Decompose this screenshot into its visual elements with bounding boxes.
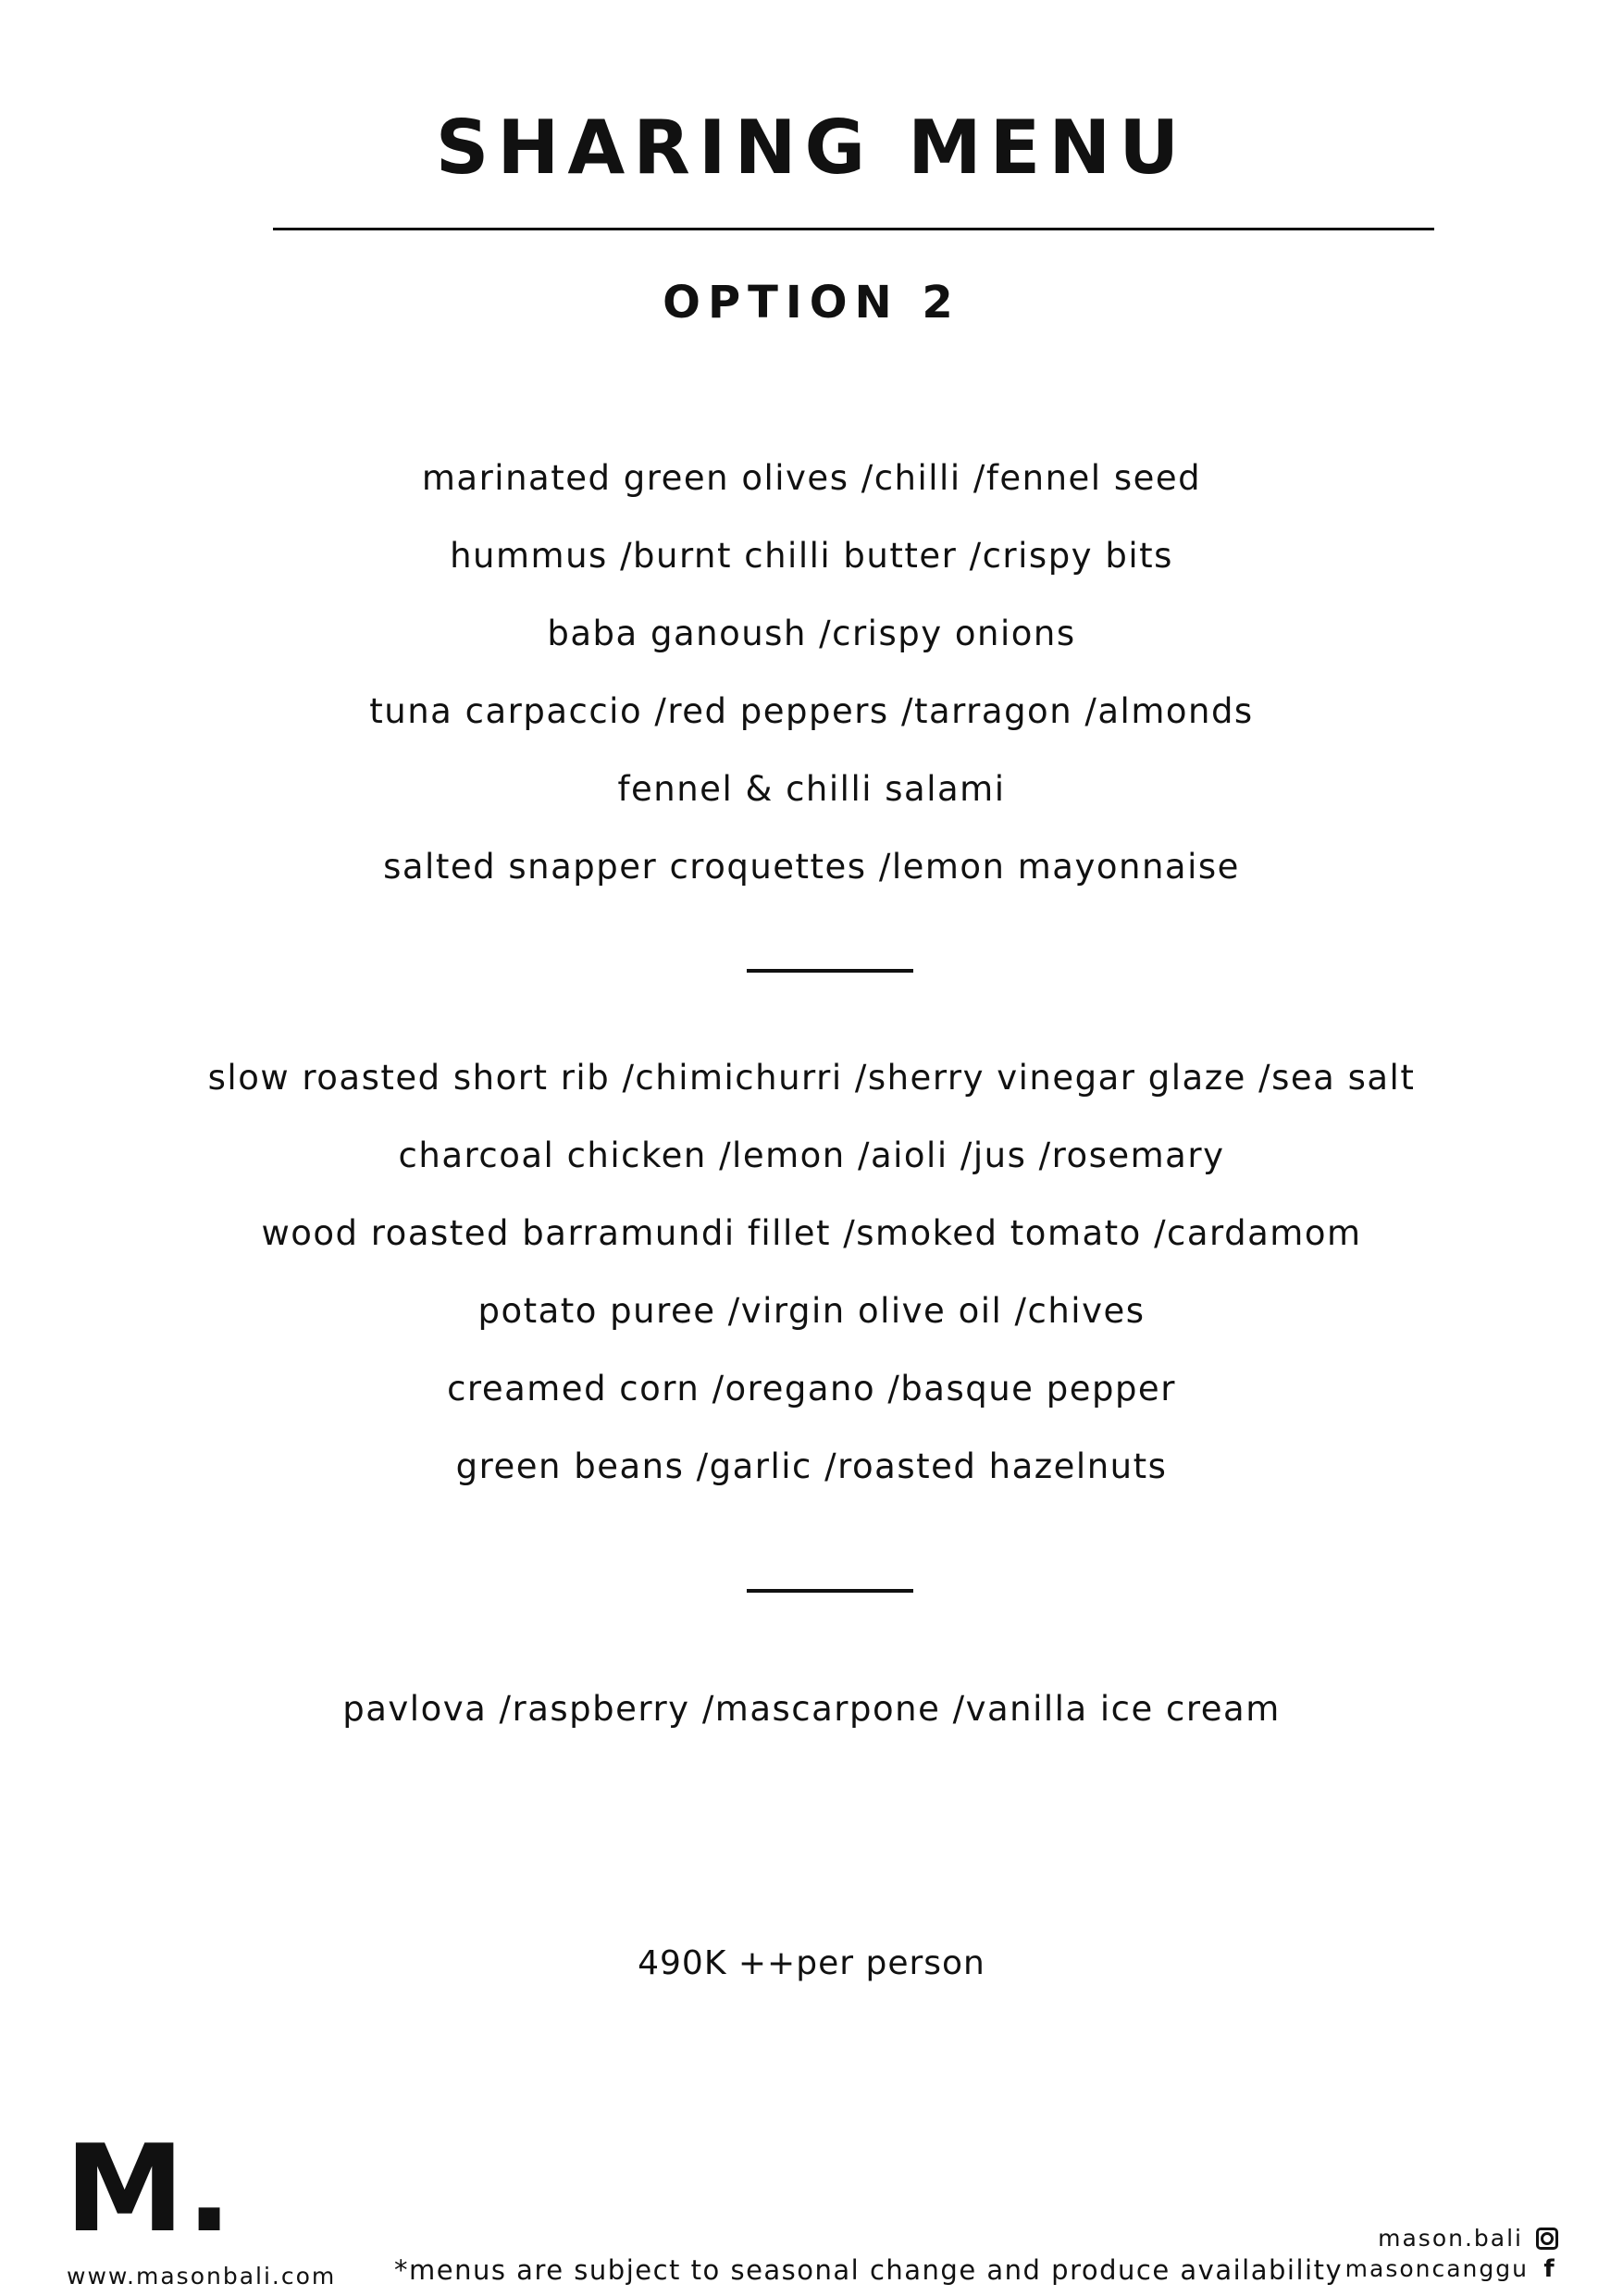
website-link[interactable]: www.masonbali.com [67, 2263, 337, 2290]
facebook-handle[interactable]: masoncanggu [1344, 2255, 1529, 2282]
facebook-icon: f [1543, 2255, 1556, 2283]
brand-logo: M. [65, 2118, 234, 2259]
title-divider [273, 228, 1434, 230]
section-divider [747, 1589, 913, 1593]
dish-item: hummus /burnt chilli butter /crispy bits [450, 536, 1173, 576]
instagram-handle[interactable]: mason.bali [1378, 2225, 1523, 2252]
facebook-handle-row[interactable] [1345, 2255, 1558, 2283]
instagram-handle-row[interactable] [1378, 2225, 1558, 2253]
dish-item: potato puree /virgin olive oil /chives [477, 1291, 1146, 1331]
menu-option-heading: OPTION 2 [663, 277, 960, 329]
dish-item: wood roasted barramundi fillet /smoked tomato /cardamom [261, 1213, 1362, 1253]
menu-title: SHARING MENU [435, 105, 1188, 191]
dish-item: marinated green olives /chilli /fennel seed [421, 458, 1202, 498]
dish-item: green beans /garlic /roasted hazelnuts [455, 1446, 1168, 1486]
dish-item: pavlova /raspberry /mascarpone /vanilla ice cream [342, 1689, 1281, 1729]
price: 490K ++per person [638, 1944, 985, 1982]
dish-item: charcoal chicken /lemon /aioli /jus /rosemary [398, 1136, 1225, 1175]
dish-item: slow roasted short rib /chimichurri /sherry vinegar glaze /sea salt [207, 1058, 1416, 1098]
disclaimer: *menus are subject to seasonal change and produce availability [394, 2254, 1344, 2286]
section-divider [747, 969, 913, 973]
dish-item: creamed corn /oregano /basque pepper [447, 1369, 1176, 1409]
dish-item: tuna carpaccio /red peppers /tarragon /almonds [369, 691, 1254, 731]
dish-item: salted snapper croquettes /lemon mayonnaise [383, 847, 1240, 887]
dish-item: baba ganoush /crispy onions [547, 614, 1076, 653]
instagram-icon [1536, 2228, 1558, 2250]
dish-item: fennel & chilli salami [617, 769, 1006, 809]
